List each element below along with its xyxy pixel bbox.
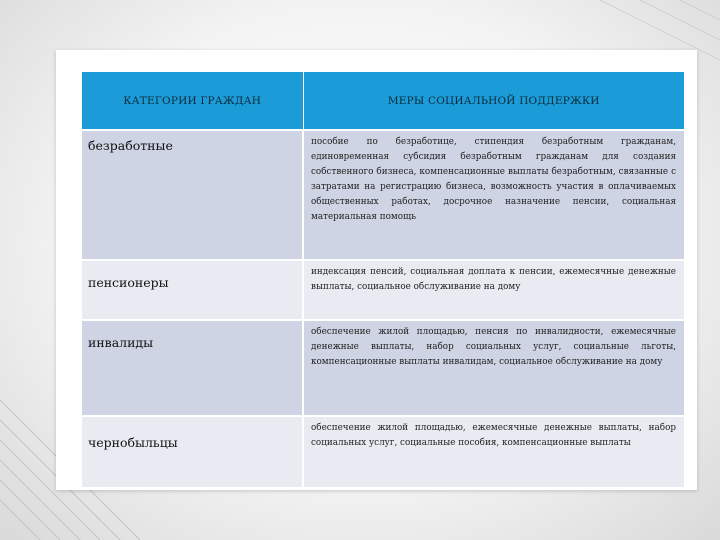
category-cell: чернобыльцы	[82, 416, 303, 487]
category-cell: инвалиды	[82, 320, 303, 416]
measures-cell: индексация пенсий, социальная доплата к пенсии, ежемесячные денежные выплаты, социальное обслуживание на дому	[303, 260, 684, 320]
deco-line	[0, 480, 60, 540]
table-header-row	[82, 72, 684, 130]
measures-cell: обеспечение жилой площадью, ежемесячные денежные выплаты, набор социальных услуг, социальные пособия, компенсационные выплаты	[303, 416, 684, 487]
table-row	[82, 130, 684, 260]
deco-line	[0, 500, 40, 540]
category-cell: пенсионеры	[82, 260, 303, 320]
table-row	[82, 320, 684, 416]
measures-cell: пособие по безработице, стипендия безработным гражданам, единовременная субсидия безработным гражданам для создания собственного бизнеса, компенсационные выплаты безработным, связанные с затратами на регистрацию бизнеса, возможность участия в оплачиваемых общественных работах, досрочное назначение пенсии, социальная материальная помощь	[303, 130, 684, 260]
header-measures: МЕРЫ СОЦИАЛЬНОЙ ПОДДЕРЖКИ	[303, 72, 684, 130]
table-row	[82, 416, 684, 487]
table-row	[82, 260, 684, 320]
category-cell: безработные	[82, 130, 303, 260]
social-support-table	[82, 72, 684, 487]
header-categories: КАТЕГОРИИ ГРАЖДАН	[82, 72, 303, 130]
measures-cell: обеспечение жилой площадью, пенсия по инвалидности, ежемесячные денежные выплаты, набор социальных услуг, социальные льготы, компенсационные выплаты инвалидам, социальное обслуживание на дому	[303, 320, 684, 416]
deco-line	[680, 0, 720, 20]
deco-line	[640, 0, 720, 40]
